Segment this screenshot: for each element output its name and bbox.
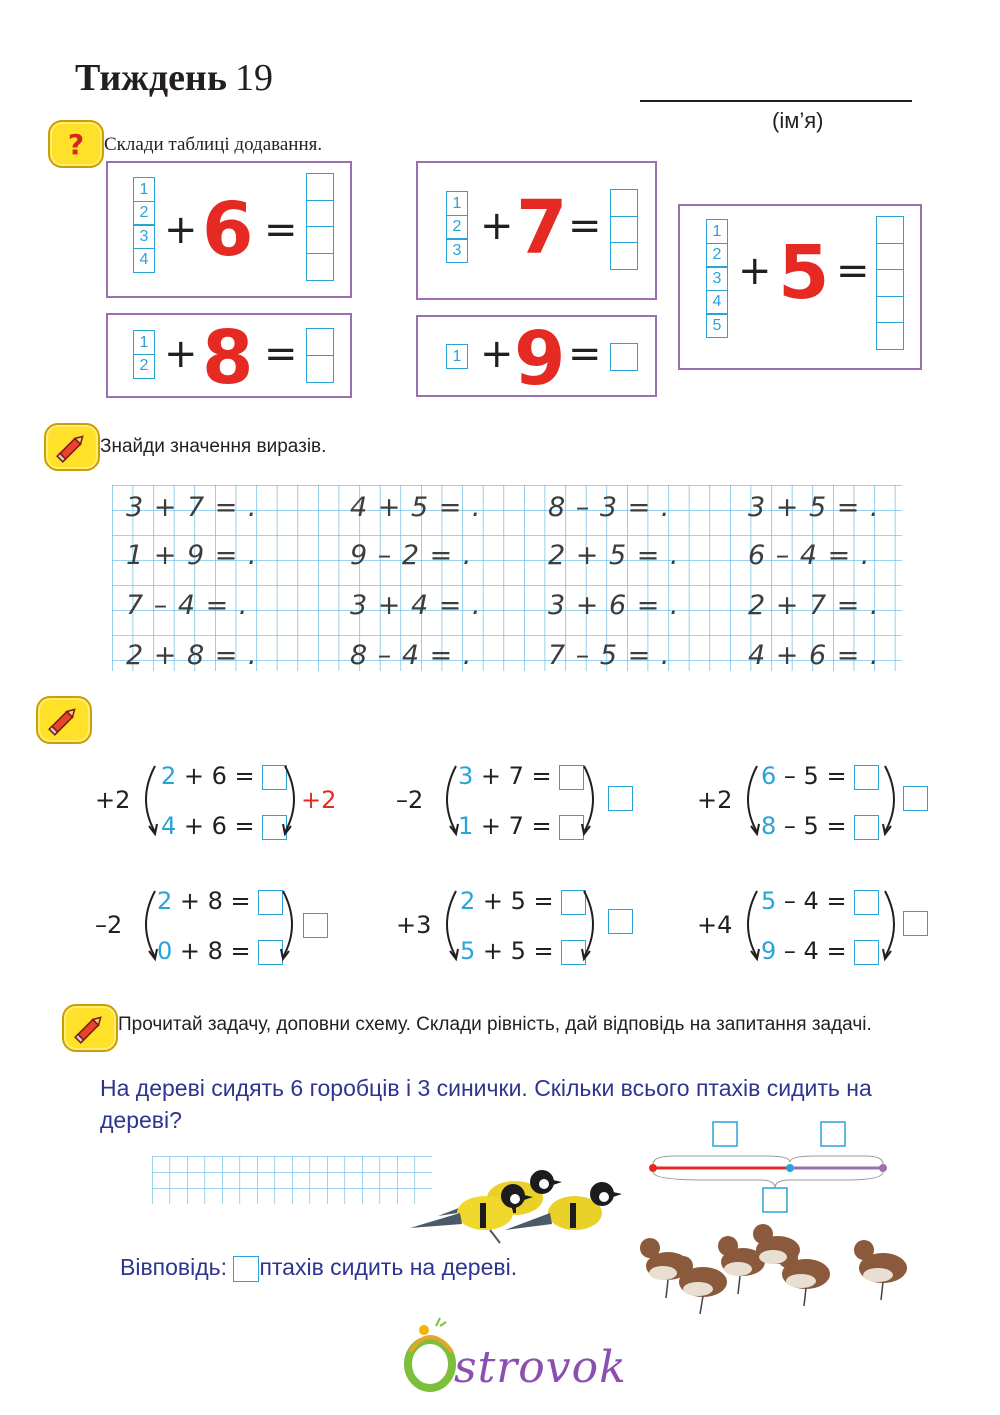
answer-grid[interactable]: [152, 1156, 432, 1204]
logo-text: strovok: [454, 1342, 627, 1393]
right-bracket-arrow: [879, 887, 905, 963]
expression: 1 + 9 = .: [126, 540, 258, 571]
addition-table-9: [416, 315, 657, 402]
answer-prefix: Вівповідь:: [120, 1254, 228, 1280]
bottom-first-number: 1: [458, 812, 474, 840]
number-cell: 1: [133, 330, 155, 355]
answer-cell[interactable]: [306, 173, 334, 201]
difference-box[interactable]: [608, 909, 633, 934]
number-column: [446, 344, 468, 369]
expression: 9 – 2 = .: [350, 540, 473, 571]
number-cell: 4: [133, 248, 155, 273]
scheme-box-total: [763, 1188, 787, 1212]
left-bracket-arrow: [737, 887, 763, 963]
sparrow-illustration: [628, 1218, 938, 1326]
answer-cell[interactable]: [876, 243, 904, 271]
top-first-number: 3: [458, 762, 474, 790]
ostrovok-logo: [402, 1312, 662, 1392]
equals-sign: =: [568, 331, 602, 377]
addition-table-5: [678, 204, 922, 370]
answer-cell[interactable]: [306, 355, 334, 383]
number-cell: 5: [706, 313, 728, 338]
segment-scheme: [645, 1120, 890, 1220]
pencil-icon: [44, 423, 100, 471]
number-cell: 2: [133, 201, 155, 226]
expression: 3 + 5 = .: [748, 492, 880, 523]
answer-cell[interactable]: [306, 200, 334, 228]
equals-sign: =: [568, 203, 602, 249]
bottom-first-number: 9: [761, 937, 777, 965]
difference-box[interactable]: [903, 911, 928, 936]
top-first-number: 2: [161, 762, 177, 790]
plus-sign: +: [738, 248, 772, 294]
bottom-first-number: 0: [157, 937, 173, 965]
answer-line: [120, 1254, 517, 1282]
difference-box[interactable]: [903, 786, 928, 811]
answer-cell[interactable]: [306, 226, 334, 254]
bottom-first-number: 5: [460, 937, 476, 965]
bottom-expression: – 5 =: [783, 812, 847, 840]
page-title: [75, 56, 273, 100]
number-column: [446, 191, 468, 263]
expression: 3 + 7 = .: [126, 492, 258, 523]
answer-cell[interactable]: [306, 328, 334, 356]
top-first-number: 5: [761, 887, 777, 915]
bottom-expression: + 6 =: [183, 812, 255, 840]
equals-sign: =: [264, 207, 298, 253]
chain-left-operator: +4: [697, 911, 733, 939]
number-column: [133, 177, 155, 273]
addend-number: 6: [202, 187, 254, 273]
number-cell: 4: [706, 290, 728, 315]
top-expression: – 5 =: [783, 762, 847, 790]
answer-cell[interactable]: [610, 189, 638, 217]
addition-table-6: [106, 161, 352, 298]
difference-box[interactable]: [303, 913, 328, 938]
equals-sign: =: [836, 248, 870, 294]
plus-sign: +: [164, 207, 198, 253]
answer-box[interactable]: [233, 1256, 259, 1282]
logo-letter: [412, 1338, 454, 1400]
number-cell: 1: [446, 191, 468, 216]
answer-cell[interactable]: [610, 242, 638, 270]
addend-number: 8: [202, 315, 254, 401]
top-expression: – 4 =: [783, 887, 847, 915]
plus-sign: +: [480, 331, 514, 377]
bottom-first-number: 4: [161, 812, 177, 840]
answer-box[interactable]: [854, 890, 879, 915]
name-input-line[interactable]: [640, 100, 912, 102]
expression: 7 – 4 = .: [126, 590, 249, 621]
scheme-box-left: [713, 1122, 737, 1146]
expression: 8 – 4 = .: [350, 640, 473, 671]
titmouse-illustration: [410, 1158, 630, 1250]
pencil-icon: [62, 1004, 118, 1052]
number-cell: 1: [446, 344, 468, 369]
task1-instruction: Склади таблиці додавання.: [104, 134, 323, 155]
bottom-expression: + 8 =: [179, 937, 251, 965]
chain-exercise: [697, 885, 947, 965]
number-cell: 2: [133, 354, 155, 379]
answer-cell[interactable]: [876, 322, 904, 350]
right-bracket-arrow: [277, 887, 303, 963]
chain-exercise: [396, 760, 646, 840]
chain-left-operator: –2: [396, 786, 424, 814]
addend-number: 7: [516, 185, 568, 271]
chain-exercise: [697, 760, 947, 840]
bottom-expression: – 4 =: [783, 937, 847, 965]
answer-cell[interactable]: [610, 216, 638, 244]
answer-cell[interactable]: [306, 253, 334, 281]
chain-exercise: [396, 885, 646, 965]
question-icon: ?: [48, 120, 104, 168]
right-bracket-arrow: [578, 887, 604, 963]
expression: 3 + 4 = .: [350, 590, 482, 621]
top-expression: + 6 =: [183, 762, 255, 790]
right-bracket-arrow: [879, 762, 905, 838]
top-expression: + 7 =: [480, 762, 552, 790]
top-expression: + 5 =: [482, 887, 554, 915]
answer-cell[interactable]: [876, 269, 904, 297]
plus-sign: +: [164, 331, 198, 377]
chain-left-operator: –2: [95, 911, 123, 939]
name-label: (ім’я): [772, 108, 824, 133]
number-cell: 2: [706, 243, 728, 268]
expression: 8 – 3 = .: [548, 492, 671, 523]
bottom-expression: + 7 =: [480, 812, 552, 840]
expression: 2 + 5 = .: [548, 540, 680, 571]
addend-number: 5: [778, 230, 830, 316]
chain-right-label: +2: [301, 786, 337, 814]
chain-exercise: [95, 885, 345, 965]
answer-cell[interactable]: [876, 296, 904, 324]
expression: 4 + 6 = .: [748, 640, 880, 671]
right-bracket-arrow: [578, 762, 604, 838]
task4-instruction: Прочитай задачу, доповни схему. Склади рівність, дай відповідь на запитання задачі.: [118, 1014, 872, 1035]
title-word: Тиждень: [75, 57, 227, 99]
equals-sign: =: [264, 331, 298, 377]
left-bracket-arrow: [135, 762, 161, 838]
left-bracket-arrow: [737, 762, 763, 838]
answer-box[interactable]: [854, 815, 879, 840]
number-column: [133, 330, 155, 379]
number-column: [706, 219, 728, 338]
expression: 2 + 7 = .: [748, 590, 880, 621]
top-expression: + 8 =: [179, 887, 251, 915]
top-first-number: 2: [460, 887, 476, 915]
scheme-box-right: [821, 1122, 845, 1146]
answer-column: [876, 216, 904, 350]
expression: 2 + 8 = .: [126, 640, 258, 671]
addition-table-8: [106, 313, 352, 401]
answer-cell[interactable]: [610, 343, 638, 371]
difference-box[interactable]: [608, 786, 633, 811]
number-cell: 3: [446, 238, 468, 263]
bottom-expression: + 5 =: [482, 937, 554, 965]
number-cell: 1: [706, 219, 728, 244]
number-cell: 2: [446, 215, 468, 240]
answer-cell[interactable]: [876, 216, 904, 244]
answer-column: [610, 189, 638, 270]
number-cell: 1: [133, 177, 155, 202]
pencil-icon: [36, 696, 92, 744]
chain-left-operator: +2: [95, 786, 131, 814]
answer-column: [306, 173, 334, 281]
number-cell: 3: [706, 266, 728, 291]
word-problem: На дереві сидять 6 горобців і 3 синички. Скільки всього птахів сидить на дереві?: [100, 1075, 872, 1133]
expression: 3 + 6 = .: [548, 590, 680, 621]
chain-left-operator: +3: [396, 911, 432, 939]
left-bracket-arrow: [436, 887, 462, 963]
addend-number: 9: [514, 316, 566, 402]
expression: 6 – 4 = .: [748, 540, 871, 571]
answer-box[interactable]: [854, 765, 879, 790]
top-first-number: 6: [761, 762, 777, 790]
bottom-first-number: 8: [761, 812, 777, 840]
top-first-number: 2: [157, 887, 173, 915]
answer-column: [306, 328, 334, 383]
number-cell: 3: [133, 224, 155, 249]
answer-box[interactable]: [854, 940, 879, 965]
week-number: 19: [234, 57, 273, 99]
expression: 4 + 5 = .: [350, 492, 482, 523]
addition-table-7: [416, 161, 657, 300]
answer-column: [610, 343, 638, 371]
answer-suffix: птахів сидить на дереві.: [259, 1254, 518, 1280]
plus-sign: +: [480, 203, 514, 249]
expression: 7 – 5 = .: [548, 640, 671, 671]
chain-left-operator: +2: [697, 786, 733, 814]
task2-instruction: Знайди значення виразів.: [100, 436, 327, 457]
chain-exercise: [95, 760, 345, 840]
